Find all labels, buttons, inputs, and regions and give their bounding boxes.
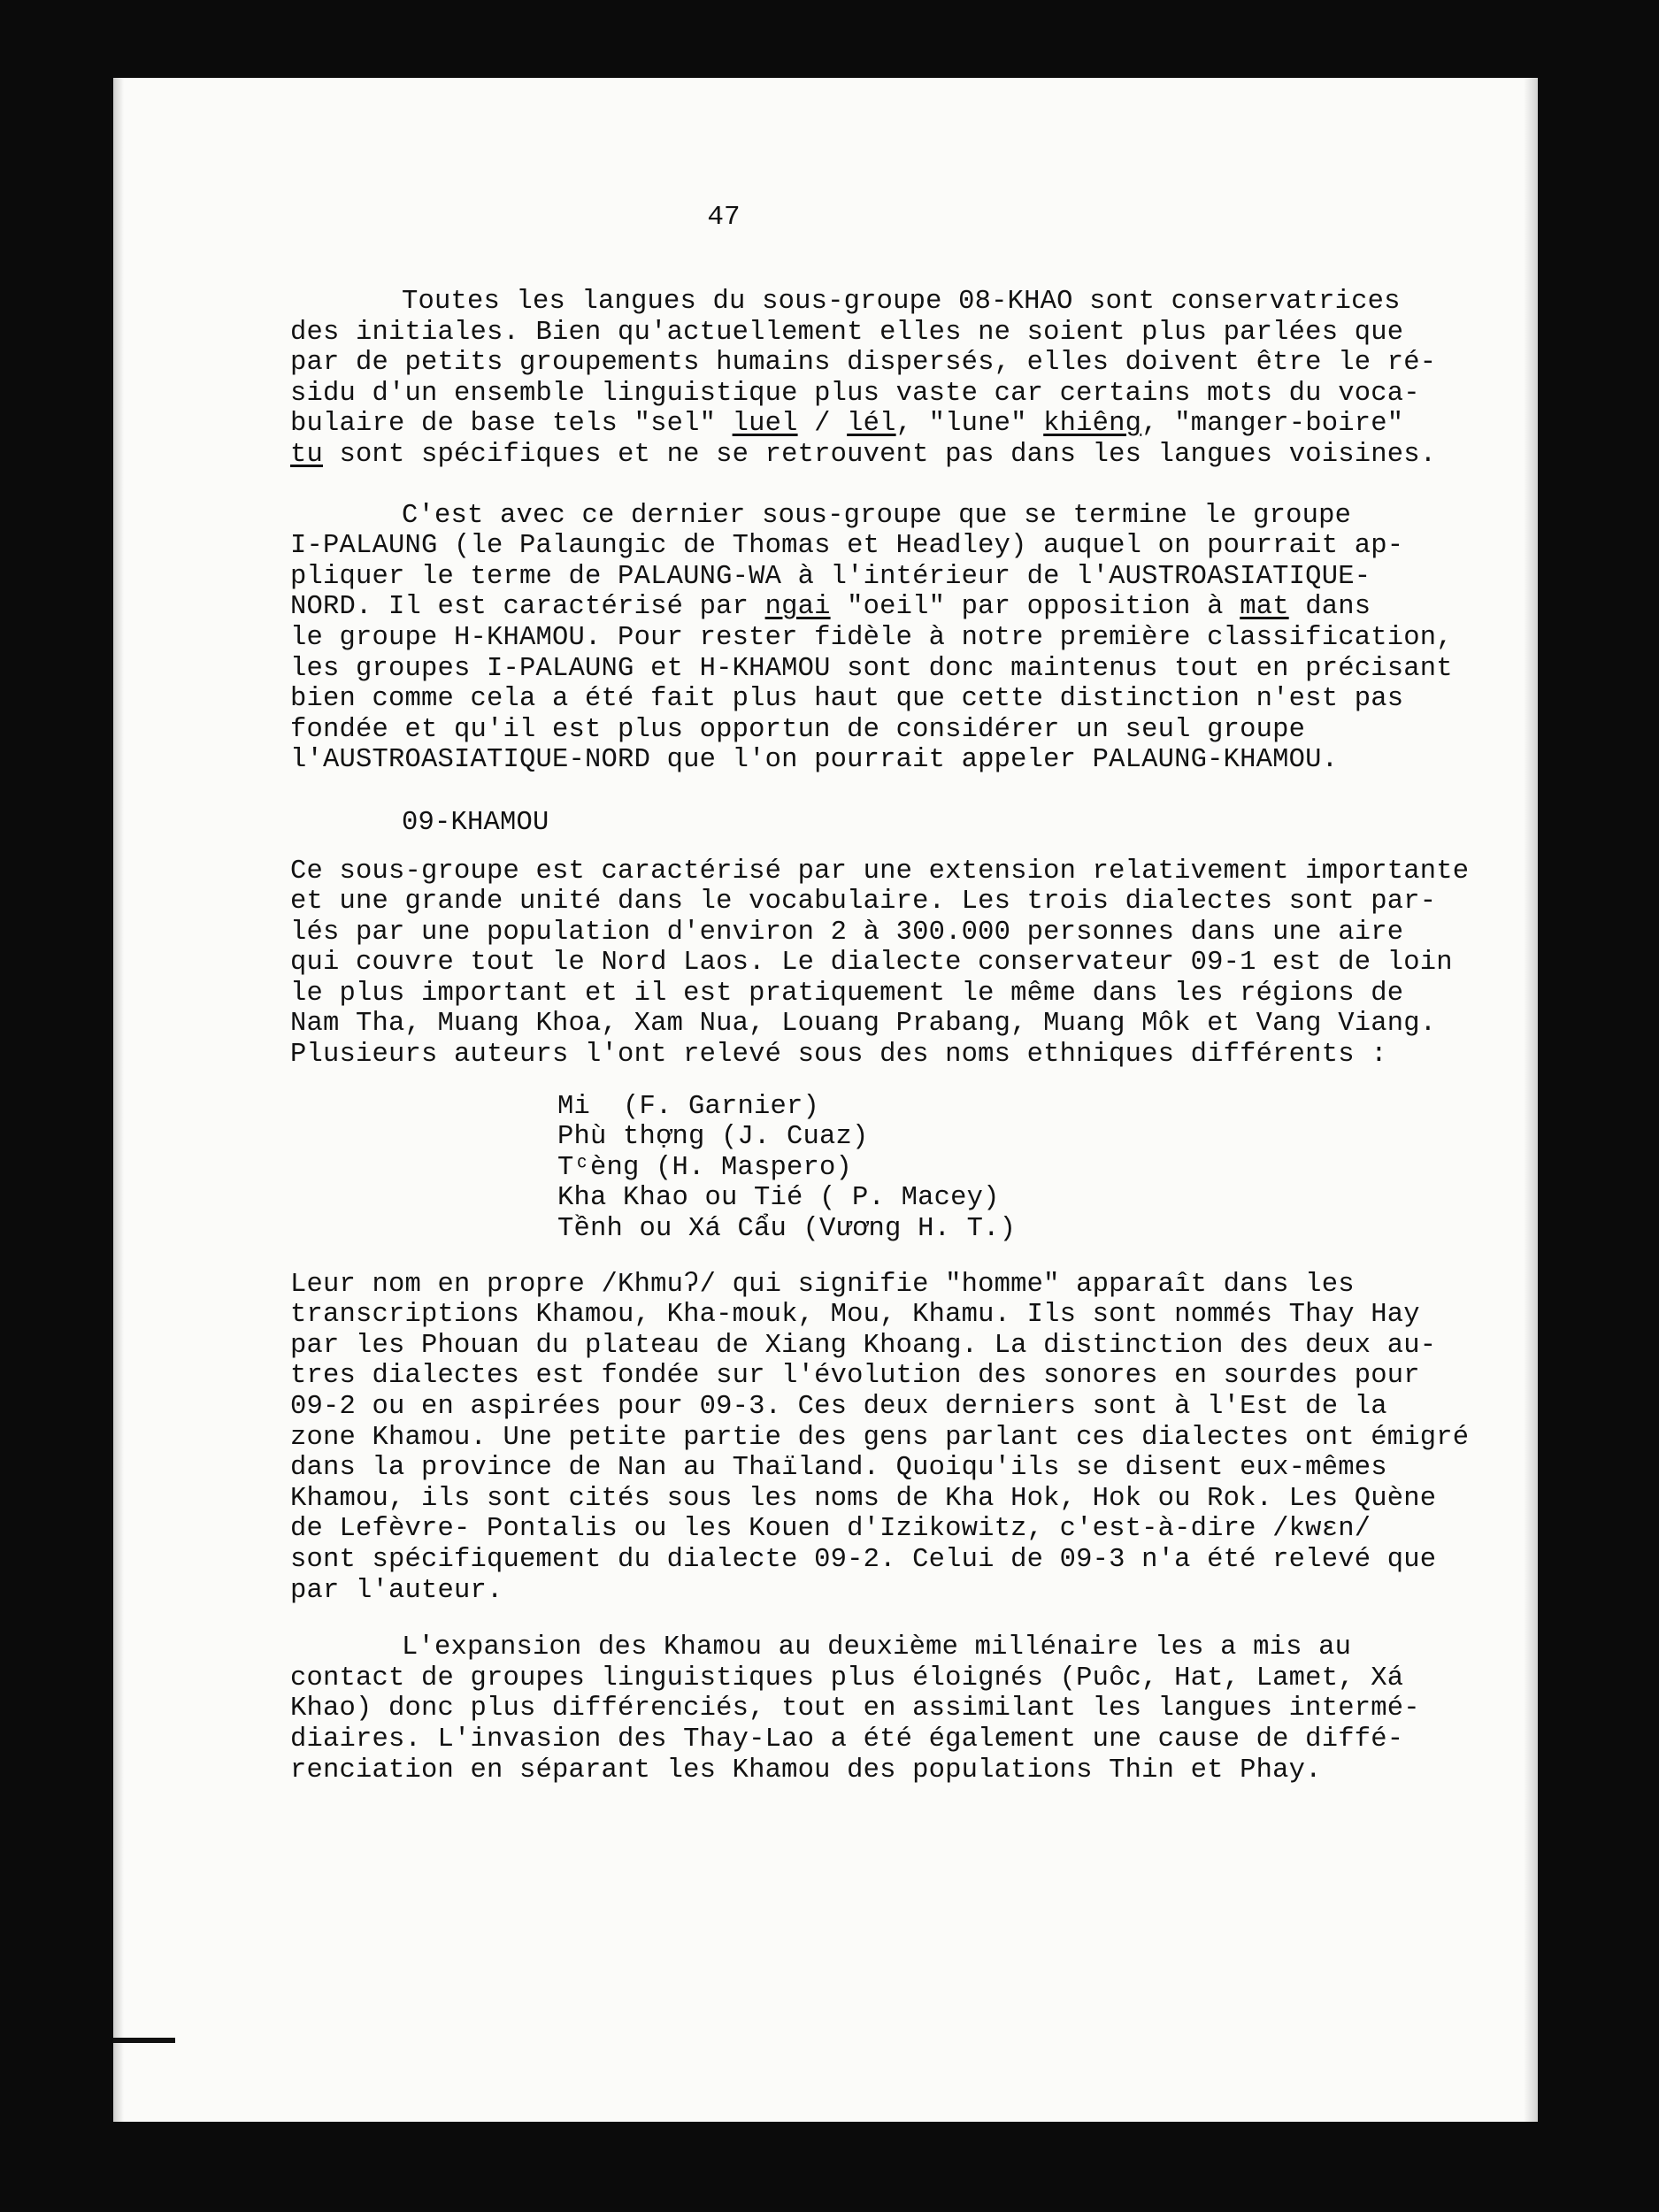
paragraph-2 [290,500,1453,776]
text-line: fondée et qu'il est plus opportun de considérer un seul groupe [290,714,1306,745]
body-text [290,287,1470,1786]
underlined-word: tu [290,439,324,470]
list-item: Phù thợng (J. Cuaz) [557,1122,869,1153]
text-line: contact de groupes linguistiques plus éloignés (Puôc, Hat, Lamet, Xá [290,1663,1404,1694]
paragraph-4 [290,1269,1470,1607]
text-line: par les Phouan du plateau de Xiang Khoang. La distinction des deux au- [290,1330,1437,1361]
underlined-word: luel [732,409,798,440]
page-right-edge [1524,78,1538,2122]
text-line: les groupes I-PALAUNG et H-KHAMOU sont donc maintenus tout en précisant [290,653,1453,684]
text-line: 09-2 ou en aspirées pour 09-3. Ces deux derniers sont à l'Est de la [290,1392,1387,1422]
text-line-underlined: tu sont spécifiques et ne se retrouvent pas dans les langues voisines. [290,439,1437,470]
text-line: lés par une population d'environ 2 à 300.000 personnes dans une aire [290,917,1404,948]
list-item: Tᶜèng (H. Maspero) [557,1152,853,1183]
text-line-underlined: bulaire de base tels "sel" luel / lél, "lune" khiêng, "manger-boire" [290,409,1404,440]
paragraph-3 [290,856,1470,1071]
text-line-underlined: NORD. Il est caractérisé par ngai "oeil" par opposition à mat dans [290,592,1371,623]
text-line: sont spécifiquement du dialecte 09-2. Celui de 09-3 n'a été relevé que [290,1544,1437,1575]
list-item: Tềnh ou Xá Cẩu (Vương H. T.) [557,1214,1017,1245]
text-line: C'est avec ce dernier sous-groupe que se termine le groupe [402,500,1352,531]
text-line: renciation en séparant les Khamou des populations Thin et Phay. [290,1755,1322,1786]
text-line: Plusieurs auteurs l'ont relevé sous des noms ethniques différents : [290,1040,1387,1071]
underlined-word: lél [847,409,896,440]
text-line: par de petits groupements humains dispersés, elles doivent être le ré- [290,348,1437,379]
paragraph-5 [290,1632,1440,1786]
underlined-word: ngai [764,592,831,623]
paragraph-1 [290,287,1440,471]
text-line: L'expansion des Khamou au deuxième millénaire les a mis au [402,1632,1352,1663]
author-name-list [290,1092,1440,1245]
text-line: Leur nom en propre /Khmuʔ/ qui signifie "homme" apparaît dans les [290,1269,1355,1300]
text-line: des initiales. Bien qu'actuellement elles ne soient plus parlées que [290,317,1404,348]
text-line: Nam Tha, Muang Khoa, Xam Nua, Louang Prabang, Muang Môk et Vang Viang. [290,1009,1437,1040]
text-line: pliquer le terme de PALAUNG-WA à l'intérieur de l'AUSTROASIATIQUE- [290,561,1371,592]
document-page [113,78,1538,2122]
text-line: Toutes les langues du sous-groupe 08-KHAO sont conservatrices [402,287,1401,317]
list-item: Kha Khao ou Tié ( P. Macey) [557,1183,1000,1214]
text-line: bien comme cela a été fait plus haut que cette distinction n'est pas [290,684,1404,715]
text-line: par l'auteur. [290,1575,503,1606]
text-line: qui couvre tout le Nord Laos. Le dialecte conservateur 09-1 est de loin [290,948,1453,979]
list-item: Mi (F. Garnier) [557,1091,820,1122]
text-line: zone Khamou. Une petite partie des gens parlant ces dialectes ont émigré [290,1422,1470,1453]
page-number: 47 [707,202,741,233]
text-line: et une grande unité dans le vocabulaire. Les trois dialectes sont par- [290,887,1437,918]
text-line: sidu d'un ensemble linguistique plus vaste car certains mots du voca- [290,378,1420,409]
text-line: le groupe H-KHAMOU. Pour rester fidèle à notre première classification, [290,622,1453,653]
text-line: Khao) donc plus différenciés, tout en assimilant les langues intermé- [290,1694,1420,1724]
text-line: le plus important et il est pratiquement le même dans les régions de [290,978,1404,1009]
text-line: Khamou, ils sont cités sous les noms de Kha Hok, Hok ou Rok. Les Quène [290,1483,1437,1514]
page-left-shadow [113,78,124,2122]
text-line: transcriptions Khamou, Kha-mouk, Mou, Khamu. Ils sont nommés Thay Hay [290,1300,1420,1331]
underlined-word: mat [1240,592,1289,623]
text-line: l'AUSTROASIATIQUE-NORD que l'on pourrait appeler PALAUNG-KHAMOU. [290,745,1339,776]
text-line: diaires. L'invasion des Thay-Lao a été également une cause de diffé- [290,1724,1404,1755]
underlined-word: khiêng [1043,409,1142,440]
section-heading: 09-KHAMOU [402,807,549,838]
text-line: I-PALAUNG (le Palaungic de Thomas et Headley) auquel on pourrait ap- [290,531,1404,562]
text-line: dans la province de Nan au Thaïland. Quoiqu'ils se disent eux-mêmes [290,1453,1387,1484]
text-line: Ce sous-groupe est caractérisé par une extension relativement importante [290,856,1470,887]
text-line: tres dialectes est fondée sur l'évolution des sonores en sourdes pour [290,1361,1420,1392]
margin-mark [113,2038,175,2043]
text-line: de Lefèvre- Pontalis ou les Kouen d'Izikowitz, c'est-à-dire /kwɛn/ [290,1514,1371,1545]
